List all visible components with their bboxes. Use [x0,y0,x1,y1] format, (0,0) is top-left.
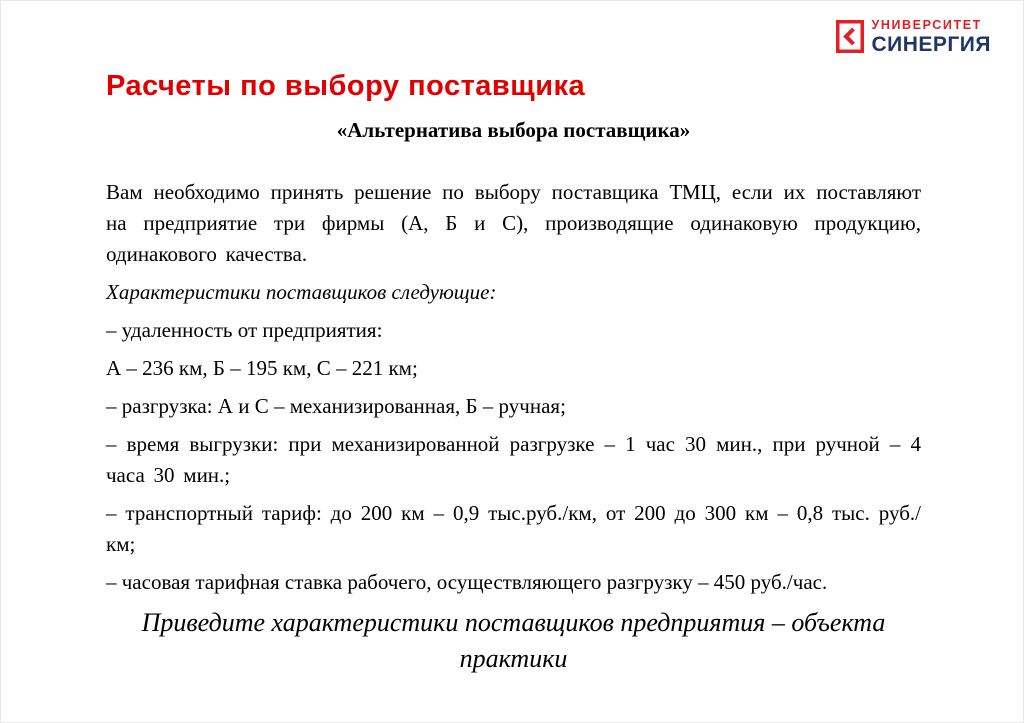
task-subtitle: «Альтернатива выбора поставщика» [336,118,691,142]
body-paragraph: Вам необходимо принять решение по выбору поставщика ТМЦ, если их поставляют на предприятие три фирмы (А, Б и С), производящие одинаковую продукцию, одинакового качества. [106,180,921,266]
task-paragraphs [106,177,921,598]
body-paragraph: – часовая тарифная ставка рабочего, осуществляющего разгрузку – 450 руб./час. [106,570,828,594]
university-logo [836,19,991,55]
body-paragraph: Характеристики поставщиков следующие: [106,280,497,304]
body-paragraph: А – 236 км, Б – 195 км, С – 221 км; [106,356,418,380]
body-paragraph: – разгрузка: А и С – механизированная, Б – ручная; [106,394,566,418]
logo-wordmark [871,19,991,55]
page-title: Расчеты по выбору поставщика [106,70,586,103]
slide-content [106,115,921,677]
body-paragraph: – транспортный тариф: до 200 км – 0,9 тыс.руб./км, от 200 до 300 км – 0,8 тыс. руб./км; [106,501,921,556]
footer-instruction: Приведите характеристики поставщиков предприятия – объекта практики [141,608,886,673]
logo-synergy-label: СИНЕРГИЯ [871,32,991,56]
body-paragraph: – удаленность от предприятия: [106,318,383,342]
body-paragraph: – время выгрузки: при механизированной разгрузке – 1 час 30 мин., при ручной – 4 часа 30 мин.; [106,432,921,487]
logo-university-label: УНИВЕРСИТЕТ [871,18,982,32]
synergy-left-chevron-icon [836,20,864,53]
